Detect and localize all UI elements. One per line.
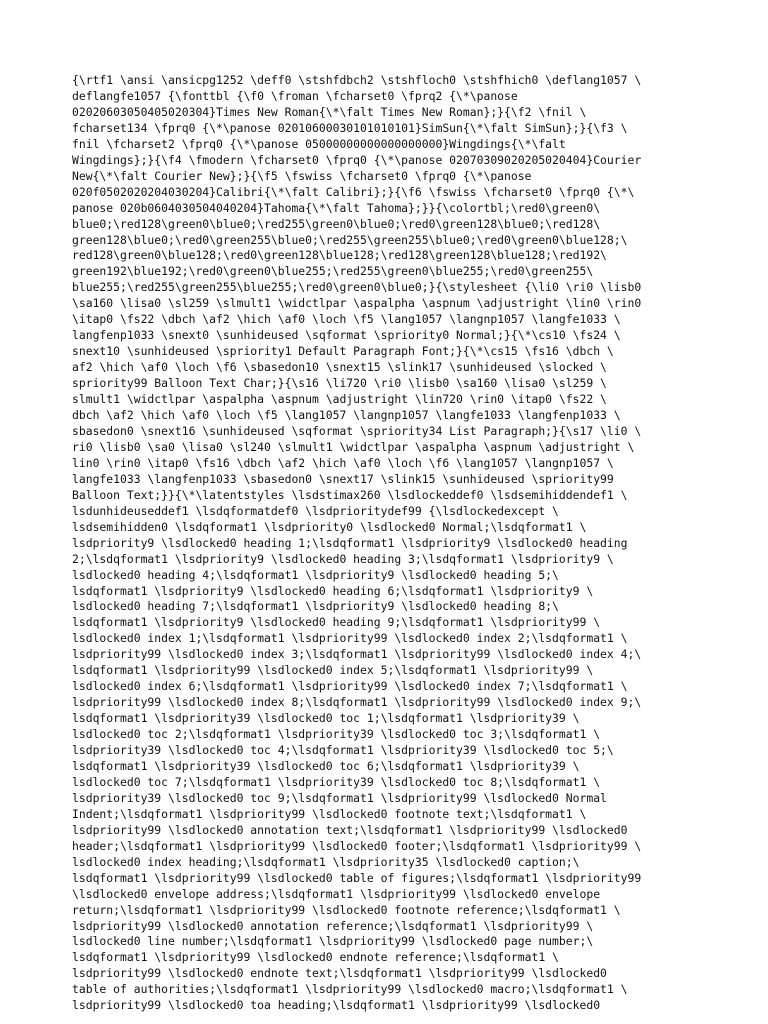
text-line: slmult1 \widctlpar \aspalpha \aspnum \adjustright \lin720 \rin0 \itap0 \fs22 \ <box>72 392 607 407</box>
text-line: langfenp1033 \snext0 \sunhideused \sqformat \spriority0 Normal;}{\*\cs10 \fs24 \ <box>72 328 621 343</box>
text-line: 2;\lsdqformat1 \lsdpriority9 \lsdlocked0 heading 3;\lsdqformat1 \lsdpriority9 \ <box>72 551 614 566</box>
text-line: dbch \af2 \hich \af0 \loch \f5 \lang1057 \langnp1057 \langfe1033 \langfenp1033 \ <box>72 408 621 423</box>
text-line: af2 \hich \af0 \loch \f6 \sbasedon10 \snext15 \slink17 \sunhideused \slocked \ <box>72 360 607 375</box>
text-line: lsdqformat1 \lsdpriority9 \lsdlocked0 heading 6;\lsdqformat1 \lsdpriority9 \ <box>72 583 594 598</box>
text-line: lsdqformat1 \lsdpriority99 \lsdlocked0 endnote reference;\lsdqformat1 \ <box>72 950 559 965</box>
text-line: lsdlocked0 toc 7;\lsdqformat1 \lsdpriority39 \lsdlocked0 toc 8;\lsdqformat1 \ <box>72 774 601 789</box>
text-line: deflangfe1057 {\fonttbl {\f0 \froman \fcharset0 \fprq2 {\*\panose <box>72 88 518 103</box>
text-line: lsdqformat1 \lsdpriority39 \lsdlocked0 toc 6;\lsdqformat1 \lsdpriority39 \ <box>72 758 580 773</box>
text-line: ri0 \lisb0 \sa0 \lisa0 \sl240 \slmult1 \widctlpar \aspalpha \aspnum \adjustright \ <box>72 439 635 454</box>
text-line: fnil \fcharset2 \fprq0 {\*\panose 05000000000000000000}Wingdings{\*\falt <box>72 136 566 151</box>
text-line: lsdlocked0 line number;\lsdqformat1 \lsdpriority99 \lsdlocked0 page number;\ <box>72 934 594 949</box>
text-line: \itap0 \fs22 \dbch \af2 \hich \af0 \loch \f5 \lang1057 \langnp1057 \langfe1033 \ <box>72 312 621 327</box>
text-line: lsdpriority99 \lsdlocked0 toa heading;\lsdqformat1 \lsdpriority99 \lsdlocked0 <box>72 998 601 1013</box>
text-line: blue255;\red255\green255\blue255;\red0\green0\blue0;}{\stylesheet {\li0 \ri0 \lisb0 <box>72 280 642 295</box>
text-line: lsdlocked0 heading 4;\lsdqformat1 \lsdpriority9 \lsdlocked0 heading 5;\ <box>72 567 559 582</box>
text-line: lsdlocked0 index heading;\lsdqformat1 \lsdpriority35 \lsdlocked0 caption;\ <box>72 854 580 869</box>
text-line: {\rtf1 \ansi \ansicpg1252 \deff0 \stshfdbch2 \stshfloch0 \stshfhich0 \deflang1057 \ <box>72 73 642 87</box>
text-line: langfe1033 \langfenp1033 \sbasedon0 \snext17 \slink15 \sunhideused \spriority99 <box>72 471 614 486</box>
text-line: \sa160 \lisa0 \sl259 \slmult1 \widctlpar \aspalpha \aspnum \adjustright \lin0 \rin0 <box>72 296 642 311</box>
text-line: lsdpriority9 \lsdlocked0 heading 1;\lsdqformat1 \lsdpriority9 \lsdlocked0 heading <box>72 535 628 550</box>
text-line: lsdlocked0 index 1;\lsdqformat1 \lsdpriority99 \lsdlocked0 index 2;\lsdqformat1 \ <box>72 631 628 646</box>
text-line: Indent;\lsdqformat1 \lsdpriority99 \lsdlocked0 footnote text;\lsdqformat1 \ <box>72 806 587 821</box>
rtf-source-text <box>72 73 712 1014</box>
text-line: lsdpriority99 \lsdlocked0 annotation reference;\lsdqformat1 \lsdpriority99 \ <box>72 918 594 933</box>
text-line: lsdlocked0 index 6;\lsdqformat1 \lsdpriority99 \lsdlocked0 index 7;\lsdqformat1 \ <box>72 679 628 694</box>
text-line: green128\blue0;\red0\green255\blue0;\red255\green255\blue0;\red0\green0\blue128;\ <box>72 232 628 247</box>
text-line: panose 020b0604030504040204}Tahoma{\*\falt Tahoma};}}{\colortbl;\red0\green0\ <box>72 200 601 215</box>
text-line: 020f0502020204030204}Calibri{\*\falt Calibri};}{\f6 \fswiss \fcharset0 \fprq0 {\*\ <box>72 184 635 199</box>
text-line: Balloon Text;}}{\*\latentstyles \lsdstimax260 \lsdlockeddef0 \lsdsemihiddendef1 \ <box>72 487 628 502</box>
text-line: green192\blue192;\red0\green0\blue255;\red255\green0\blue255;\red0\green255\ <box>72 264 594 279</box>
text-line: lsdlocked0 heading 7;\lsdqformat1 \lsdpriority9 \lsdlocked0 heading 8;\ <box>72 599 559 614</box>
text-line: lsdqformat1 \lsdpriority99 \lsdlocked0 index 5;\lsdqformat1 \lsdpriority99 \ <box>72 663 594 678</box>
text-line: lsdpriority99 \lsdlocked0 endnote text;\lsdqformat1 \lsdpriority99 \lsdlocked0 <box>72 966 607 981</box>
text-line: lsdpriority99 \lsdlocked0 index 8;\lsdqformat1 \lsdpriority99 \lsdlocked0 index 9;\ <box>72 695 642 710</box>
text-line: lsdpriority99 \lsdlocked0 index 3;\lsdqformat1 \lsdpriority99 \lsdlocked0 index 4;\ <box>72 647 642 662</box>
text-line: fcharset134 \fprq0 {\*\panose 02010600030101010101}SimSun{\*\falt SimSun};}{\f3 \ <box>72 120 628 135</box>
text-line: snext10 \sunhideused \spriority1 Default Paragraph Font;}{\*\cs15 \fs16 \dbch \ <box>72 344 614 359</box>
text-line: blue0;\red128\green0\blue0;\red255\green0\blue0;\red0\green128\blue0;\red128\ <box>72 216 601 231</box>
text-line: 02020603050405020304}Times New Roman{\*\falt Times New Roman};}{\f2 \fnil \ <box>72 104 587 119</box>
text-line: lsdunhideuseddef1 \lsdqformatdef0 \lsdprioritydef99 {\lsdlockedexcept \ <box>72 503 559 518</box>
text-line: \lsdlocked0 envelope address;\lsdqformat1 \lsdpriority99 \lsdlocked0 envelope <box>72 886 601 901</box>
text-line: lsdqformat1 \lsdpriority99 \lsdlocked0 table of figures;\lsdqformat1 \lsdpriority99 <box>72 870 642 885</box>
text-line: lsdpriority39 \lsdlocked0 toc 4;\lsdqformat1 \lsdpriority39 \lsdlocked0 toc 5;\ <box>72 743 614 758</box>
text-line: lin0 \rin0 \itap0 \fs16 \dbch \af2 \hich \af0 \loch \f6 \lang1057 \langnp1057 \ <box>72 455 614 470</box>
text-line: sbasedon0 \snext16 \sunhideused \sqformat \spriority34 List Paragraph;}{\s17 \li0 \ <box>72 423 642 438</box>
text-line: New{\*\falt Courier New};}{\f5 \fswiss \fcharset0 \fprq0 {\*\panose <box>72 168 532 183</box>
text-line: lsdsemihidden0 \lsdqformat1 \lsdpriority0 \lsdlocked0 Normal;\lsdqformat1 \ <box>72 519 587 534</box>
text-line: header;\lsdqformat1 \lsdpriority99 \lsdlocked0 footer;\lsdqformat1 \lsdpriority99 \ <box>72 838 642 853</box>
text-line: spriority99 Balloon Text Char;}{\s16 \li720 \ri0 \lisb0 \sa160 \lisa0 \sl259 \ <box>72 376 607 391</box>
text-line: lsdpriority39 \lsdlocked0 toc 9;\lsdqformat1 \lsdpriority99 \lsdlocked0 Normal <box>72 790 607 805</box>
text-line: lsdpriority99 \lsdlocked0 annotation text;\lsdqformat1 \lsdpriority99 \lsdlocked0 <box>72 822 628 837</box>
text-line: lsdlocked0 toc 2;\lsdqformat1 \lsdpriority39 \lsdlocked0 toc 3;\lsdqformat1 \ <box>72 727 601 742</box>
text-line: Wingdings};}{\f4 \fmodern \fcharset0 \fprq0 {\*\panose 02070309020205020404}Courier <box>72 152 642 167</box>
text-line: lsdqformat1 \lsdpriority9 \lsdlocked0 heading 9;\lsdqformat1 \lsdpriority99 \ <box>72 615 601 630</box>
document-page <box>72 73 712 1014</box>
text-line: return;\lsdqformat1 \lsdpriority99 \lsdlocked0 footnote reference;\lsdqformat1 \ <box>72 902 621 917</box>
text-line: lsdqformat1 \lsdpriority39 \lsdlocked0 toc 1;\lsdqformat1 \lsdpriority39 \ <box>72 711 580 726</box>
text-line: red128\green0\blue128;\red0\green128\blue128;\red128\green128\blue128;\red192\ <box>72 248 607 263</box>
text-line: table of authorities;\lsdqformat1 \lsdpriority99 \lsdlocked0 macro;\lsdqformat1 \ <box>72 982 628 997</box>
